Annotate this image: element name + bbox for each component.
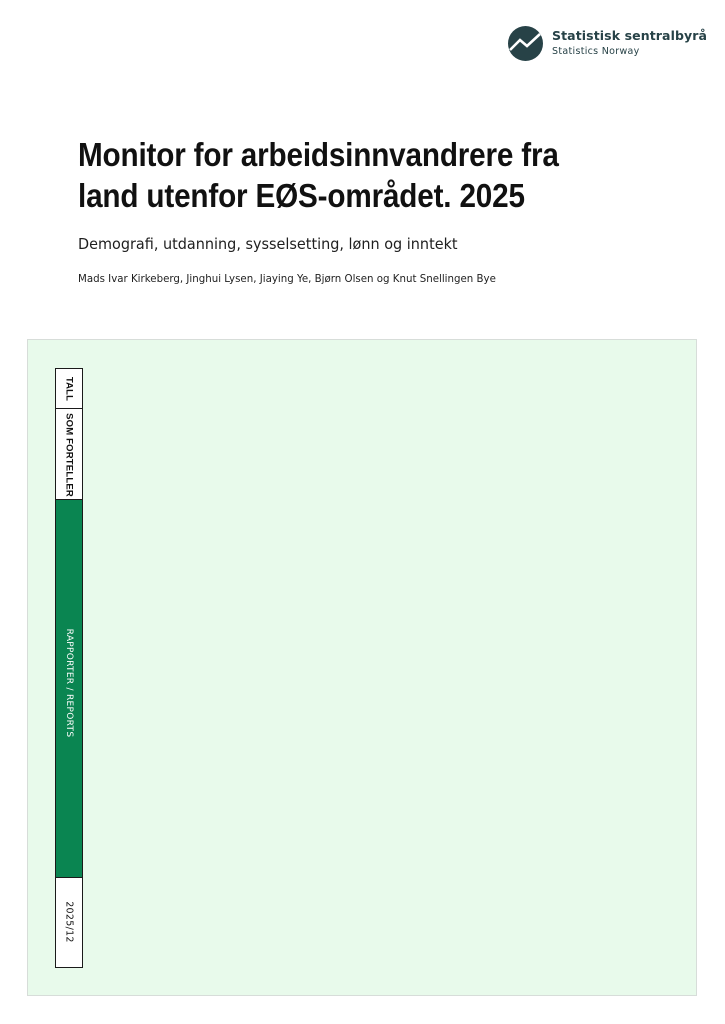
logo-name: Statistisk sentralbyrå <box>552 28 708 43</box>
report-title <box>78 134 618 216</box>
spine-som-forteller-label: SOM FORTELLER <box>63 413 75 497</box>
spine-segment-som-forteller <box>56 409 82 500</box>
cover-panel <box>27 339 697 996</box>
logo-subname: Statistics Norway <box>552 46 640 57</box>
spine-segment-tall <box>56 369 82 409</box>
report-spine <box>55 368 83 968</box>
report-subtitle: Demografi, utdanning, sysselsetting, lønn og inntekt <box>78 235 458 253</box>
spine-report-number: 2025/12 <box>63 901 75 943</box>
report-title-line-1: Monitor for arbeidsinnvandrere fra <box>78 136 559 173</box>
report-title-line-2: land utenfor EØS-området. 2025 <box>78 177 525 214</box>
spine-series-label: RAPPORTER / REPORTS <box>64 628 74 738</box>
ssb-logo-icon <box>508 26 543 61</box>
spine-segment-series <box>56 500 82 878</box>
spine-tall-label: TALL <box>63 376 75 402</box>
report-authors: Mads Ivar Kirkeberg, Jinghui Lysen, Jiaying Ye, Bjørn Olsen og Knut Snellingen Bye <box>78 272 496 285</box>
ssb-logo <box>508 26 713 62</box>
spine-segment-number <box>56 878 82 967</box>
